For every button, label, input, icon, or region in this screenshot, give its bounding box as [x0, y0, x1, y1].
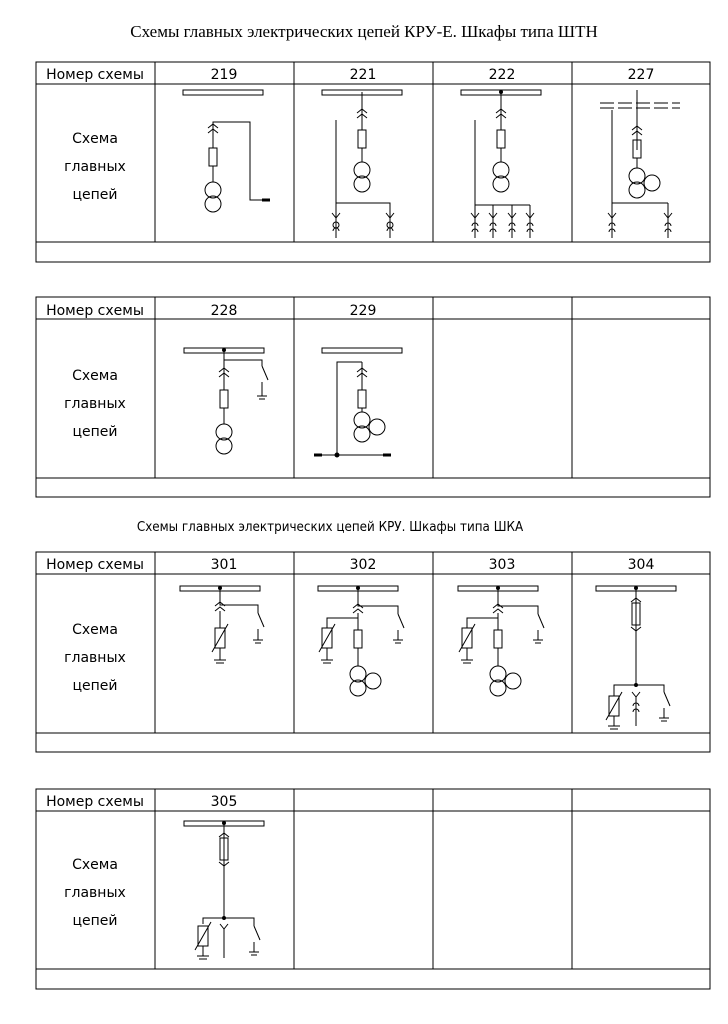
scheme-number-label: Номер схемы: [46, 303, 144, 319]
scheme-219-diagram: [183, 90, 270, 212]
circuits-label-line3: цепей: [72, 424, 118, 440]
scheme-number: 304: [627, 557, 655, 573]
scheme-221-diagram: [322, 90, 402, 238]
scheme-number: 229: [349, 303, 377, 319]
scheme-number: 228: [210, 303, 238, 319]
table-4: [36, 789, 710, 989]
section-title-shtn: Схемы главных электрических цепей КРУ-Е. Шкафы типа ШТН: [130, 22, 598, 41]
circuits-label-line2: главных: [64, 396, 126, 412]
scheme-222-diagram: [461, 90, 541, 238]
scheme-301-diagram: [180, 586, 264, 663]
scheme-number: 227: [627, 67, 655, 83]
circuits-label-line1: Схема: [72, 857, 118, 873]
circuits-label-line1: Схема: [72, 368, 118, 384]
circuits-label-line3: цепей: [72, 913, 118, 929]
scheme-number: 221: [349, 67, 377, 83]
scheme-305-diagram: [184, 821, 264, 959]
scheme-number: 305: [210, 794, 238, 810]
circuits-label-line3: цепей: [72, 678, 118, 694]
table-3: [36, 552, 710, 752]
section-title-shka: Схемы главных электрических цепей КРУ. Шкафы типа ШКА: [136, 520, 524, 535]
scheme-number: 222: [488, 67, 516, 83]
table-2: [36, 297, 710, 497]
scheme-303-diagram: [458, 586, 544, 696]
scheme-227-diagram: [600, 90, 680, 238]
scheme-number: 219: [210, 67, 238, 83]
scheme-229-diagram: [314, 348, 402, 457]
scheme-number-label: Номер схемы: [46, 794, 144, 810]
scheme-302-diagram: [318, 586, 404, 696]
circuits-label-line2: главных: [64, 159, 126, 175]
scheme-number-label: Номер схемы: [46, 67, 144, 83]
scheme-304-diagram: [596, 586, 676, 729]
circuits-label-line1: Схема: [72, 622, 118, 638]
scheme-228-diagram: [184, 348, 268, 454]
scheme-number: 301: [210, 557, 238, 573]
circuits-label-line2: главных: [64, 885, 126, 901]
scheme-number: 302: [349, 557, 377, 573]
circuits-label-line2: главных: [64, 650, 126, 666]
scheme-number-label: Номер схемы: [46, 557, 144, 573]
circuits-label-line1: Схема: [72, 131, 118, 147]
scheme-number: 303: [488, 557, 516, 573]
circuits-label-line3: цепей: [72, 187, 118, 203]
